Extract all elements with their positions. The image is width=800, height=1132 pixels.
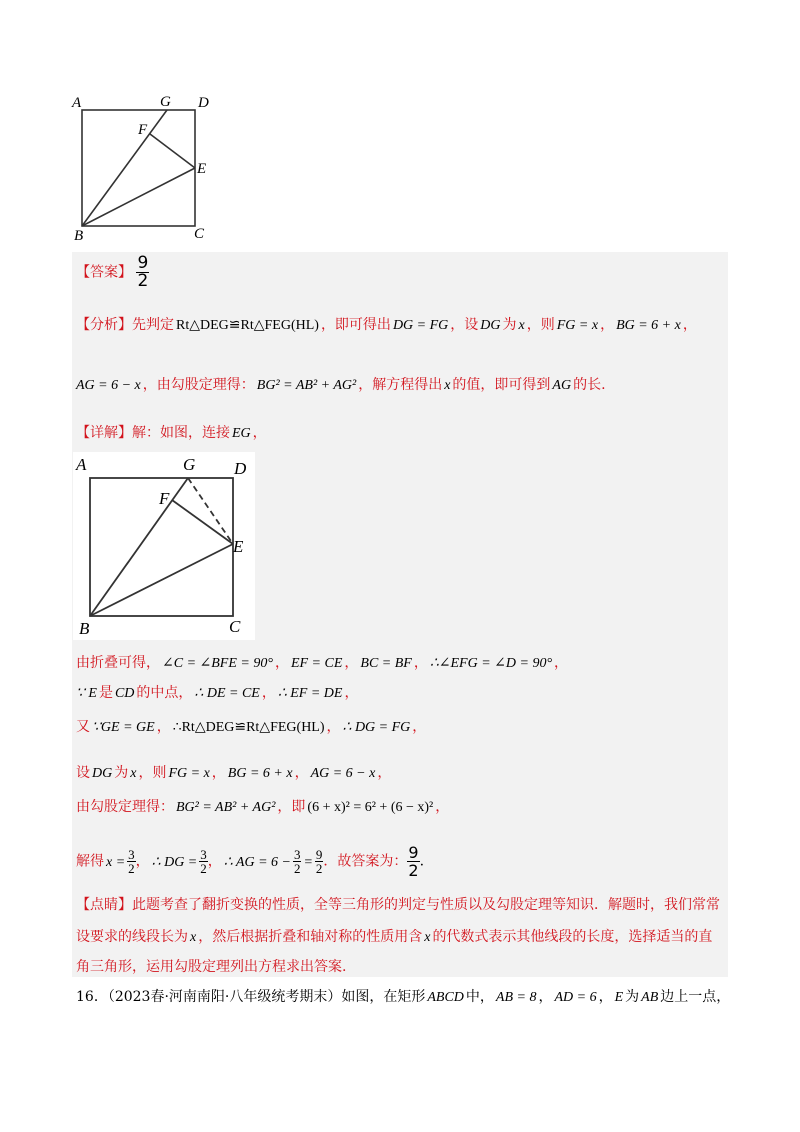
label-c: C: [194, 226, 205, 242]
label-f-2: F: [159, 489, 170, 508]
label-g: G: [160, 94, 171, 110]
fraction-final-answer: $\frac{9}{2}$: [408, 843, 419, 880]
analysis-tag: 【分析】: [76, 317, 132, 333]
segment-be: [82, 168, 195, 226]
comment-line-2: 设要求的线段长为 x ，然后根据折叠和轴对称的性质用含 x 的代数式表示其他线段的长度，选择适当的直: [76, 929, 713, 945]
answer-tag: 【答案】: [76, 264, 132, 281]
label-e-2: E: [233, 537, 244, 556]
figure-1-diagram: [70, 92, 220, 242]
answer-line: [76, 255, 149, 290]
fraction-ag-result: $\frac{9}{2}$: [315, 847, 323, 876]
segment-bg: [82, 110, 167, 226]
answer-fraction: $\frac{9}{2}$: [137, 253, 149, 291]
segment-fe-2: [172, 500, 233, 544]
figure-2-diagram: [73, 452, 255, 640]
label-a-2: A: [76, 455, 87, 474]
analysis-line-1: 【分析】先判定 Rt△DEG≌Rt△FEG(HL) ，即可得出 DG = FG ，设 DG 为 x ，则 FG = x ， BG = 6 + x ，: [76, 317, 697, 333]
comment-line-1: 【点睛】此题考查了翻折变换的性质，全等三角形的判定与性质以及勾股定理等知识．解题时，我们常常: [76, 897, 720, 913]
question-16: 16．（2023春·河南南阳·八年级统考期末）如图，在矩形 ABCD 中， AB = 8 ， AD = 6 ， E 为 AB 边上一点，: [76, 989, 731, 1005]
label-e: E: [197, 161, 207, 177]
proof-line-2: ∵ E 是 CD 的中点， ∴ DE = CE ， ∴ EF = DE ，: [76, 685, 359, 701]
label-a: A: [72, 95, 82, 111]
label-b: B: [74, 228, 84, 242]
fraction-ag-sub: $\frac{3}{2}$: [293, 847, 301, 876]
detail-line: 【详解】解：如图，连接 EG ，: [76, 425, 267, 441]
proof-line-5: 由勾股定理得： BG² = AB² + AG² ，即 (6 + x)² = 6² + (6 − x)² ，: [76, 799, 450, 815]
label-f: F: [138, 122, 148, 138]
detail-tag: 【详解】: [76, 425, 132, 441]
fraction-dg: $\frac{3}{2}$: [200, 847, 207, 876]
fraction-x: $\frac{3}{2}$: [128, 847, 135, 876]
label-d-2: D: [234, 459, 247, 478]
proof-line-4: 设 DG 为 x ，则 FG = x ， BG = 6 + x ， AG = 6 − x ，: [76, 765, 392, 781]
label-g-2: G: [183, 455, 196, 474]
proof-line-6: 解得 x = $\frac{3}{2}$ ， ∴ DG = $\frac{3}{2}$ ， ∴ AG = 6 − $\frac{3}{2}$ = $\frac{9}{2}$ ．故答案为： $\frac{9}{2}$ .: [76, 843, 425, 880]
figure-1: [70, 92, 220, 242]
proof-line-1: 由折叠可得， ∠C = ∠BFE = 90° ， EF = CE ， BC = BF ， ∴∠EFG = ∠D = 90° ，: [76, 655, 569, 671]
figure-2: [73, 452, 255, 640]
label-b-2: B: [79, 619, 90, 638]
segment-bg-2: [90, 478, 188, 616]
comment-line-3: 角三角形，运用勾股定理列出方程求出答案.: [76, 959, 347, 975]
label-d: D: [198, 95, 209, 111]
segment-be-2: [90, 544, 233, 616]
segment-eg-dashed: [188, 478, 233, 544]
analysis-line-2: AG = 6 − x ，由勾股定理得： BG² = AB² + AG² ，解方程得出 x 的值，即可得到 AG 的长.: [76, 377, 606, 393]
segment-fe: [150, 134, 195, 168]
comment-tag: 【点睛】: [76, 897, 132, 913]
label-c-2: C: [229, 617, 241, 636]
proof-line-3: 又 ∵GE = GE ， ∴Rt△DEG≌Rt△FEG(HL) ， ∴ DG = FG ，: [76, 719, 427, 735]
